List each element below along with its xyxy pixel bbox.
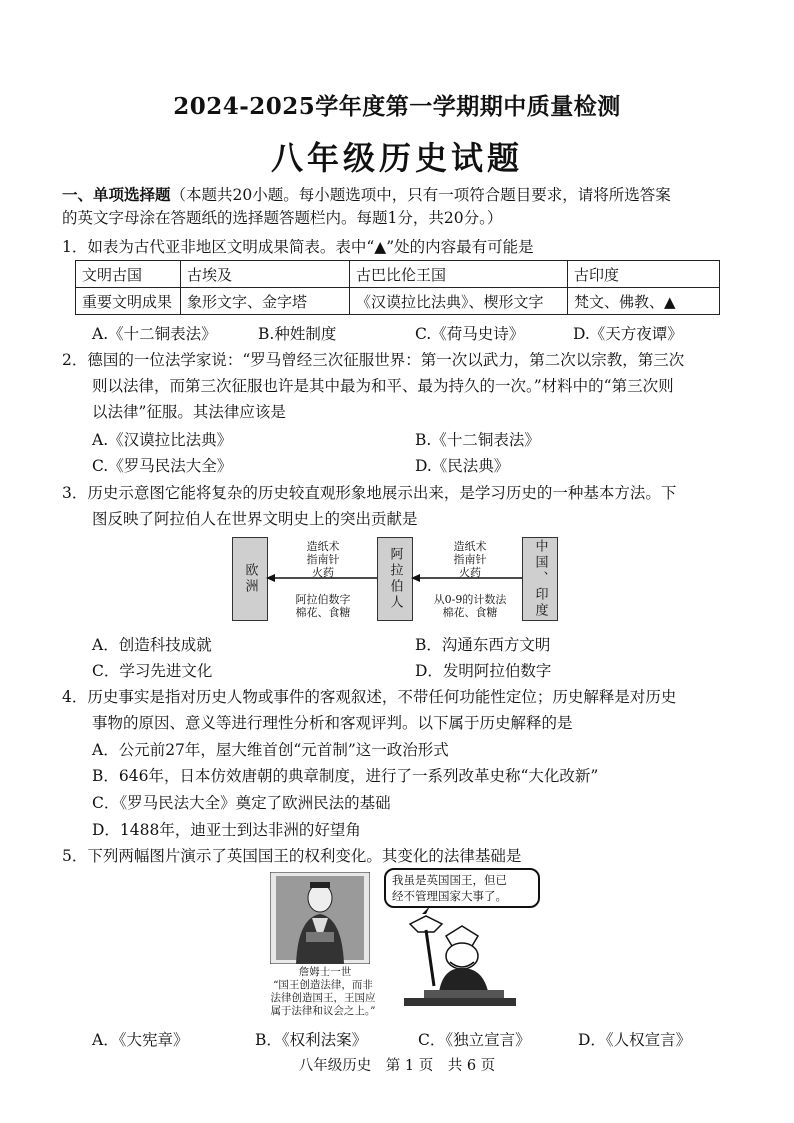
diagram-arrow-left-2 xyxy=(411,572,522,584)
q5-left-quote: “国王创造法律，而非 法律创造国王，王国应 属于法律和议会之上。” xyxy=(270,979,376,1017)
section-instructions-2: 的英文字母涂在答题纸的选择题答题栏内。每题1分，共20分。） xyxy=(62,209,503,227)
q2-stem-3: 以法律”征服。其法律应该是 xyxy=(92,403,286,421)
q4-option-a[interactable]: A．公元前27年，屋大维首创“元首制”这一政治形式 xyxy=(92,741,449,759)
table-cell: 文明古国 xyxy=(76,261,181,288)
table-cell: 梵文、佛教、▲ xyxy=(568,288,720,315)
q1-option-a[interactable]: A.《十二铜表法》 xyxy=(92,325,217,343)
diagram-arrow2-top-label: 造纸术 指南针 火药 xyxy=(453,540,487,579)
q2-option-c[interactable]: C.《罗马民法大全》 xyxy=(92,457,233,475)
diagram-arrow1-bottom-label: 阿拉伯数字 棉花、食糖 xyxy=(295,593,351,619)
q4-option-d[interactable]: D．1488年，迪亚士到达非洲的好望角 xyxy=(92,821,361,839)
q1-option-d[interactable]: D.《天方夜谭》 xyxy=(573,325,683,343)
q3-option-d[interactable]: D．发明阿拉伯数字 xyxy=(415,662,552,680)
q3-option-b[interactable]: B．沟通东西方文明 xyxy=(415,636,551,654)
diagram-arrow-left-1 xyxy=(266,572,377,584)
q2-option-a[interactable]: A.《汉谟拉比法典》 xyxy=(92,431,233,449)
page-footer: 八年级历史 第 1 页 共 6 页 xyxy=(298,1058,496,1074)
cartoon-king-image xyxy=(404,906,516,1006)
table-cell: 《汉谟拉比法典》、楔形文字 xyxy=(350,288,568,315)
q4-stem-2: 事物的原因、意义等进行理性分析和客观评判。以下属于历史解释的是 xyxy=(92,714,573,732)
q2-stem-2: 则以法律，而第三次征服也许是其中最为和平、最为持久的一次。”材料中的“第三次则 xyxy=(92,377,674,395)
section-heading: 一、单项选择题 xyxy=(62,185,171,204)
q4-stem-1: 4．历史事实是指对历史人物或事件的客观叙述，不带任何功能性定位；历史解释是对历史 xyxy=(62,688,677,706)
section-instructions-1: （本题共20小题。每小题选项中，只有一项符合题目要求，请将所选答案 xyxy=(170,186,671,204)
table-cell: 古印度 xyxy=(568,261,720,288)
table-cell: 象形文字、金字塔 xyxy=(181,288,350,315)
q1-table xyxy=(75,260,720,315)
q5-option-b[interactable]: B．《权利法案》 xyxy=(255,1031,368,1049)
q1-stem: 1．如表为古代亚非地区文明成果简表。表中“▲”处的内容最有可能是 xyxy=(62,238,534,256)
q4-option-c[interactable]: C．《罗马民法大全》奠定了欧洲民法的基础 xyxy=(92,794,391,812)
subject-title: 八年级历史试题 xyxy=(270,139,523,177)
table-cell: 重要文明成果 xyxy=(76,288,181,315)
table-row xyxy=(76,288,720,315)
table-cell: 古埃及 xyxy=(181,261,350,288)
q5-left-name: 詹姆士一世 xyxy=(298,966,352,978)
q2-option-b[interactable]: B.《十二铜表法》 xyxy=(415,431,540,449)
q1-option-c[interactable]: C.《荷马史诗》 xyxy=(415,325,525,343)
q4-option-b[interactable]: B．646年，日本仿效唐朝的典章制度，进行了一系列改革史称“大化改新” xyxy=(92,767,599,785)
diagram-box-china-india: 中国、印度 xyxy=(522,537,558,621)
diagram-box-arabs: 阿拉伯人 xyxy=(377,537,413,621)
q3-stem-2: 图反映了阿拉伯人在世界文明史上的突出贡献是 xyxy=(92,510,418,528)
q5-option-c[interactable]: C．《独立宣言》 xyxy=(418,1031,531,1049)
q1-option-b[interactable]: B.种姓制度 xyxy=(258,325,337,343)
section-heading-line xyxy=(62,183,671,207)
speech-bubble: 我虽是英国国王，但已 经不管理国家大事了。 xyxy=(384,868,540,908)
table-row xyxy=(76,261,720,288)
q5-stem: 5．下列两幅图片演示了英国国王的权利变化。其变化的法律基础是 xyxy=(62,847,522,865)
q3-option-a[interactable]: A．创造科技成就 xyxy=(92,636,212,654)
king-portrait-image xyxy=(270,872,370,964)
diagram-box-europe: 欧洲 xyxy=(232,537,268,621)
table-cell: 古巴比伦王国 xyxy=(350,261,568,288)
q3-stem-1: 3．历史示意图它能将复杂的历史较直观形象地展示出来，是学习历史的一种基本方法。下 xyxy=(62,484,677,502)
exam-title: 2024-2025学年度第一学期期中质量检测 xyxy=(173,93,621,120)
q3-option-c[interactable]: C．学习先进文化 xyxy=(92,662,213,680)
q5-option-d[interactable]: D．《人权宣言》 xyxy=(578,1031,692,1049)
q5-option-a[interactable]: A．《大宪章》 xyxy=(92,1031,189,1049)
q2-option-d[interactable]: D.《民法典》 xyxy=(415,457,510,475)
q2-stem-1: 2．德国的一位法学家说：“罗马曾经三次征服世界：第一次以武力，第二次以宗教，第三次 xyxy=(62,351,685,369)
diagram-arrow2-bottom-label: 从0-9的计数法 棉花、食糖 xyxy=(433,593,507,619)
diagram-arrow1-top-label: 造纸术 指南针 火药 xyxy=(306,540,340,579)
